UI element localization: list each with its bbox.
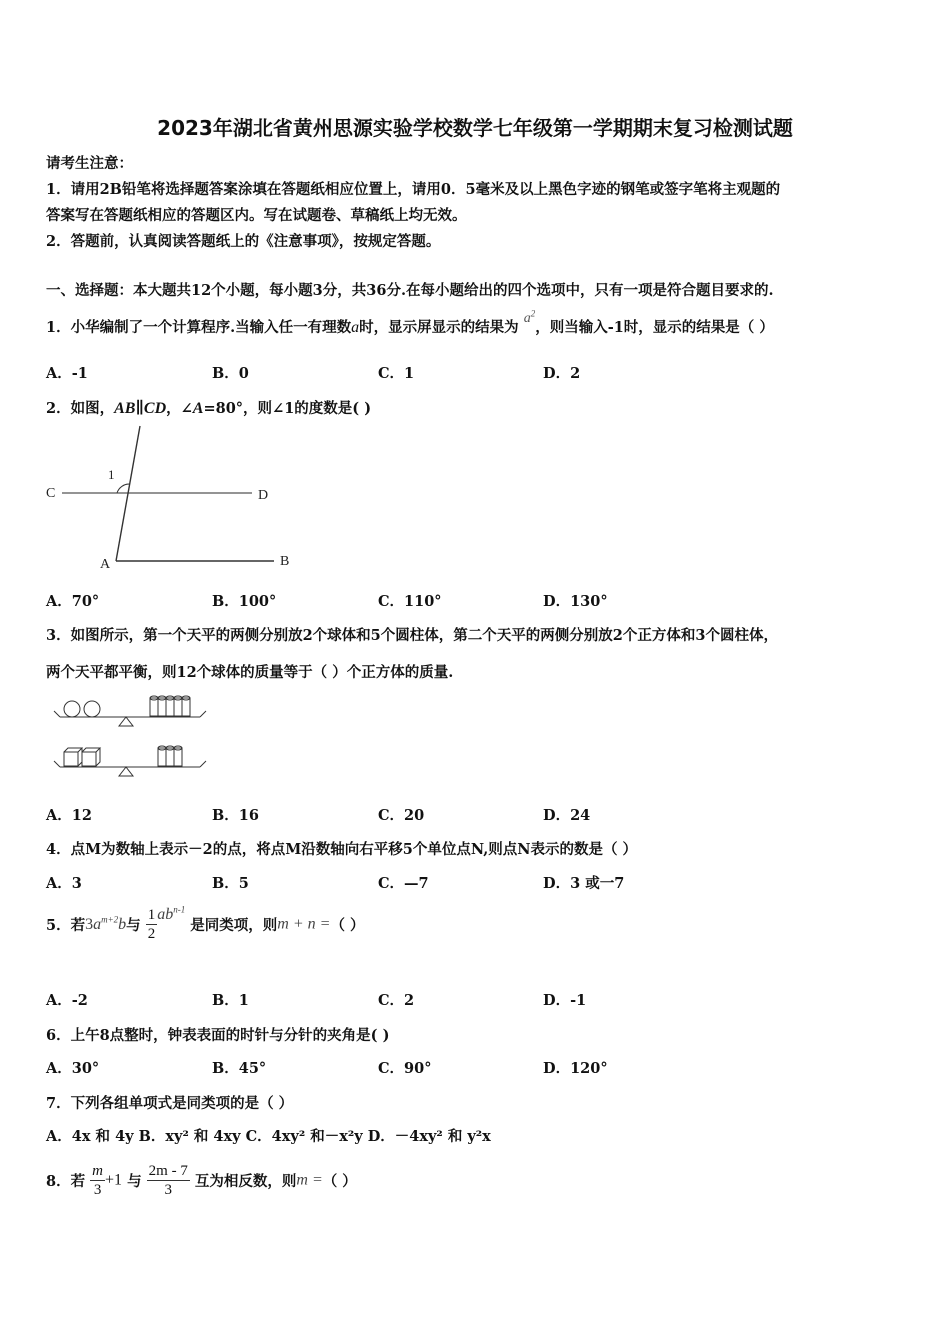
- q4-option-b: B．5: [212, 875, 249, 892]
- question-5: 5．若$3a^{m+2}b$与 $\frac{1}{2}$ $ab^{n-1}$ 是同类项，则m + n =（ ）: [46, 904, 365, 942]
- label-b: B: [280, 554, 290, 569]
- cubes: [64, 748, 100, 766]
- cylinders: [150, 696, 190, 716]
- notice-item-1: 1．请用2B铅笔将选择题答案涂填在答题纸相应位置上，请用0．5毫米及以上黑色字迹的钢笔或签字笔将主观题的: [46, 181, 781, 198]
- scale-2: [54, 746, 206, 776]
- q1-option-b: B．0: [212, 365, 249, 382]
- question-2: 2．如图，AB∥CD，∠A=80°，则∠1的度数是( ): [46, 400, 372, 417]
- cylinders: [158, 746, 182, 766]
- label-angle-1: 1: [108, 467, 115, 482]
- question-8: 8．若 $\frac{m}{3}$ +1 与 $\frac{2m - 7}{3}$ 互为相反数，则m =（ ）: [46, 1163, 357, 1198]
- parallel-lines-figure: [40, 420, 310, 580]
- fraction-half: $\frac{1}{2}$: [147, 907, 156, 942]
- balance-scales-figure: [50, 690, 210, 782]
- q1-option-c: C．1: [378, 365, 415, 382]
- q2-option-d: D．130°: [543, 593, 608, 610]
- q6-option-d: D．120°: [543, 1060, 608, 1077]
- fraction-m-over-3: $\frac{m}{3}$: [92, 1163, 103, 1198]
- q5-option-d: D．-1: [543, 992, 587, 1009]
- q2-option-c: C．110°: [378, 593, 442, 610]
- q4-option-d: D．3 或一7: [543, 875, 625, 892]
- q6-option-a: A．30°: [46, 1060, 100, 1077]
- notice-heading: 请考生注意：: [46, 155, 133, 172]
- q3-option-a: A．12: [46, 807, 92, 824]
- q6-option-c: C．90°: [378, 1060, 432, 1077]
- question-6: 6．上午8点整时，钟表表面的时针与分针的夹角是( ): [46, 1027, 390, 1044]
- question-4: 4．点M为数轴上表示－2的点，将点M沿数轴向右平移5个单位点N,则点N表示的数是（ ）: [46, 841, 638, 858]
- label-a: A: [100, 557, 111, 572]
- q4-option-a: A．3: [46, 875, 82, 892]
- q3-option-b: B．16: [212, 807, 259, 824]
- notice-item-2: 2．答题前，认真阅读答题纸上的《注意事项》，按规定答题。: [46, 233, 441, 250]
- q7-options: A．4x 和 4y B．xy² 和 4xy C．4xy² 和－x²y D．－4xy² 和 y²x: [46, 1128, 491, 1145]
- question-3-line1: 3．如图所示，第一个天平的两侧分别放2个球体和5个圆柱体，第二个天平的两侧分别放2个正方体和3个圆柱体，: [46, 627, 778, 644]
- label-c: C: [46, 486, 56, 501]
- page-title: 2023年湖北省黄州思源实验学校数学七年级第一学期期末复习检测试题: [157, 116, 793, 140]
- q3-option-c: C．20: [378, 807, 425, 824]
- label-d: D: [258, 488, 269, 503]
- q2-option-b: B．100°: [212, 593, 277, 610]
- q2-option-a: A．70°: [46, 593, 100, 610]
- question-1: 1．小华编制了一个计算程序.当输入任一有理数a时，显示屏显示的结果为 $a^2$，则当输入-1时，显示的结果是（ ）: [46, 308, 774, 336]
- sphere: [64, 701, 80, 717]
- q5-option-c: C．2: [378, 992, 415, 1009]
- scale-1: [54, 696, 206, 726]
- q6-option-b: B．45°: [212, 1060, 267, 1077]
- q4-option-c: C．—7: [378, 875, 429, 892]
- q5-option-a: A．-2: [46, 992, 88, 1009]
- question-7: 7．下列各组单项式是同类项的是（ ）: [46, 1095, 294, 1112]
- q5-option-b: B．1: [212, 992, 249, 1009]
- notice-item-1-cont: 答案写在答题纸相应的答题区内。写在试题卷、草稿纸上均无效。: [46, 207, 467, 224]
- q1-option-a: A．-1: [46, 365, 88, 382]
- section-heading: 一、选择题：本大题共12个小题，每小题3分，共36分.在每小题给出的四个选项中，只有一项是符合题目要求的.: [46, 282, 774, 299]
- fraction-2m-7-over-3: $\frac{2m - 7}{3}$: [148, 1163, 188, 1198]
- q1-option-d: D．2: [543, 365, 581, 382]
- sphere: [84, 701, 100, 717]
- q3-option-d: D．24: [543, 807, 591, 824]
- question-3-line2: 两个天平都平衡，则12个球体的质量等于（ ）个正方体的质量.: [46, 664, 454, 681]
